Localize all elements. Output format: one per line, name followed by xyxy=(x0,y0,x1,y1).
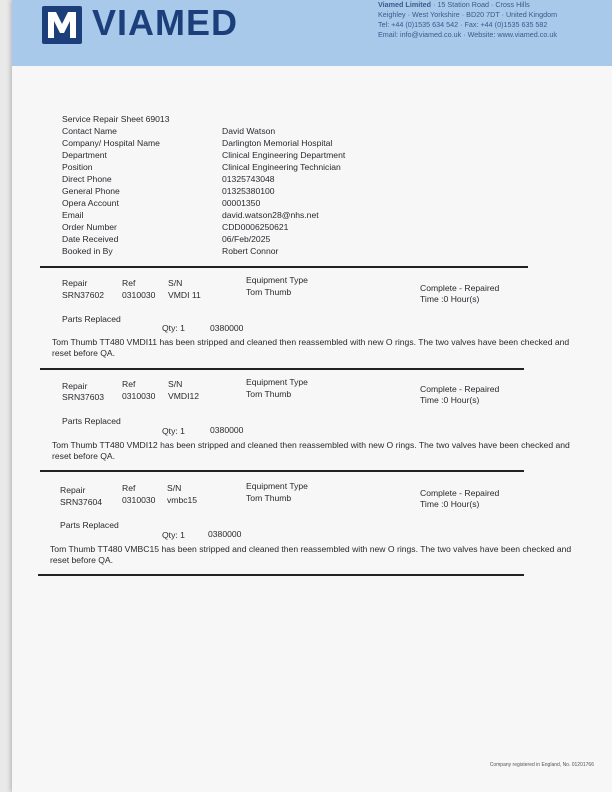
repair-status: Complete - Repaired xyxy=(420,283,500,293)
repair-header: Repair xyxy=(62,278,88,288)
ref-value: 0310030 xyxy=(122,290,156,300)
equipment-type-header: Equipment Type xyxy=(246,481,308,491)
info-value: Clinical Engineering Department xyxy=(222,150,346,160)
company-contact-block xyxy=(378,0,557,40)
parts-replaced-label: Parts Replaced xyxy=(60,520,119,530)
info-label: Company/ Hospital Name xyxy=(62,138,160,148)
company-address: · 15 Station Road · Cross Hills xyxy=(433,0,530,9)
part-number: 0380000 xyxy=(210,425,244,435)
part-number: 0380000 xyxy=(208,529,242,539)
ref-value: 0310030 xyxy=(122,495,156,505)
section-divider xyxy=(40,266,528,268)
info-value: 06/Feb/2025 xyxy=(222,234,271,244)
letterhead xyxy=(12,0,612,66)
equipment-type: Tom Thumb xyxy=(246,389,292,399)
ref-header: Ref xyxy=(122,483,136,493)
info-label: Booked in By xyxy=(62,246,113,256)
document-page xyxy=(12,0,612,792)
serial-number: vmbc15 xyxy=(167,495,198,505)
info-label: Email xyxy=(62,210,84,220)
repair-time: Time :0 Hour(s) xyxy=(420,395,480,405)
company-registration: Company registered in England, No. 01201766 xyxy=(489,762,594,768)
serial-number: VMDI12 xyxy=(168,391,200,401)
info-label: Opera Account xyxy=(62,198,119,208)
info-value: CDD0006250621 xyxy=(222,222,289,232)
ref-value: 0310030 xyxy=(122,391,156,401)
repair-description: Tom Thumb TT480 VMDI11 has been stripped and cleaned then reassembled with new O rings. The two valves have been checked and reset before QA. xyxy=(52,337,570,358)
repair-number: SRN37603 xyxy=(62,392,105,402)
info-label: Direct Phone xyxy=(62,174,112,184)
ref-header: Ref xyxy=(122,379,136,389)
part-qty: Qty: 1 xyxy=(162,530,185,540)
info-value: Robert Connor xyxy=(222,246,279,256)
info-label: Contact Name xyxy=(62,126,117,136)
sn-header: S/N xyxy=(168,278,183,288)
equipment-type: Tom Thumb xyxy=(246,493,292,503)
info-value: 01325743048 xyxy=(222,174,275,184)
parts-replaced-label: Parts Replaced xyxy=(62,314,121,324)
part-qty: Qty: 1 xyxy=(162,323,185,333)
info-value: 00001350 xyxy=(222,198,261,208)
info-value: 01325380100 xyxy=(222,186,275,196)
ref-header: Ref xyxy=(122,278,136,288)
info-label: Department xyxy=(62,150,107,160)
equipment-type: Tom Thumb xyxy=(246,287,292,297)
repair-header: Repair xyxy=(62,381,88,391)
repair-description: Tom Thumb TT480 VMDI12 has been stripped and cleaned then reassembled with new O rings. The two valves have been checked and reset before QA. xyxy=(52,440,570,461)
serial-number: VMDI 11 xyxy=(168,290,201,300)
equipment-type-header: Equipment Type xyxy=(246,377,308,387)
repair-header: Repair xyxy=(60,485,86,495)
sn-header: S/N xyxy=(167,483,182,493)
company-phone: Tel: +44 (0)1535 634 542 · Fax: +44 (0)1535 635 582 xyxy=(378,20,548,29)
repair-status: Complete - Repaired xyxy=(420,488,500,498)
info-value: david.watson28@nhs.net xyxy=(222,210,319,220)
info-label: General Phone xyxy=(62,186,120,196)
part-number: 0380000 xyxy=(210,323,244,333)
part-qty: Qty: 1 xyxy=(162,426,185,436)
info-value: Clinical Engineering Technician xyxy=(222,162,341,172)
info-label: Position xyxy=(62,162,93,172)
section-divider xyxy=(40,368,524,370)
section-divider xyxy=(40,470,524,472)
company-name: Viamed Limited xyxy=(378,0,431,9)
parts-replaced-label: Parts Replaced xyxy=(62,416,121,426)
logo-wordmark: VIAMED xyxy=(92,2,239,43)
repair-time: Time :0 Hour(s) xyxy=(420,294,480,304)
repair-status: Complete - Repaired xyxy=(420,384,500,394)
repair-number: SRN37604 xyxy=(60,497,103,507)
repair-number: SRN37602 xyxy=(62,290,105,300)
section-divider xyxy=(38,574,524,576)
company-city: Keighley · West Yorkshire · BD20 7DT · United Kingdom xyxy=(378,10,558,19)
sn-header: S/N xyxy=(168,379,183,389)
company-email: Email: info@viamed.co.uk · Website: www.viamed.co.uk xyxy=(378,30,557,39)
info-value: Darlington Memorial Hospital xyxy=(222,138,333,148)
sheet-title: Service Repair Sheet 69013 xyxy=(62,114,170,124)
repair-time: Time :0 Hour(s) xyxy=(420,499,480,509)
equipment-type-header: Equipment Type xyxy=(246,275,308,285)
info-label: Date Received xyxy=(62,234,119,244)
info-label: Order Number xyxy=(62,222,117,232)
viamed-logo-icon xyxy=(42,6,82,44)
repair-description: Tom Thumb TT480 VMBC15 has been stripped and cleaned then reassembled with new O rings. The two valves have been checked and reset before QA. xyxy=(50,544,572,565)
info-value: David Watson xyxy=(222,126,276,136)
